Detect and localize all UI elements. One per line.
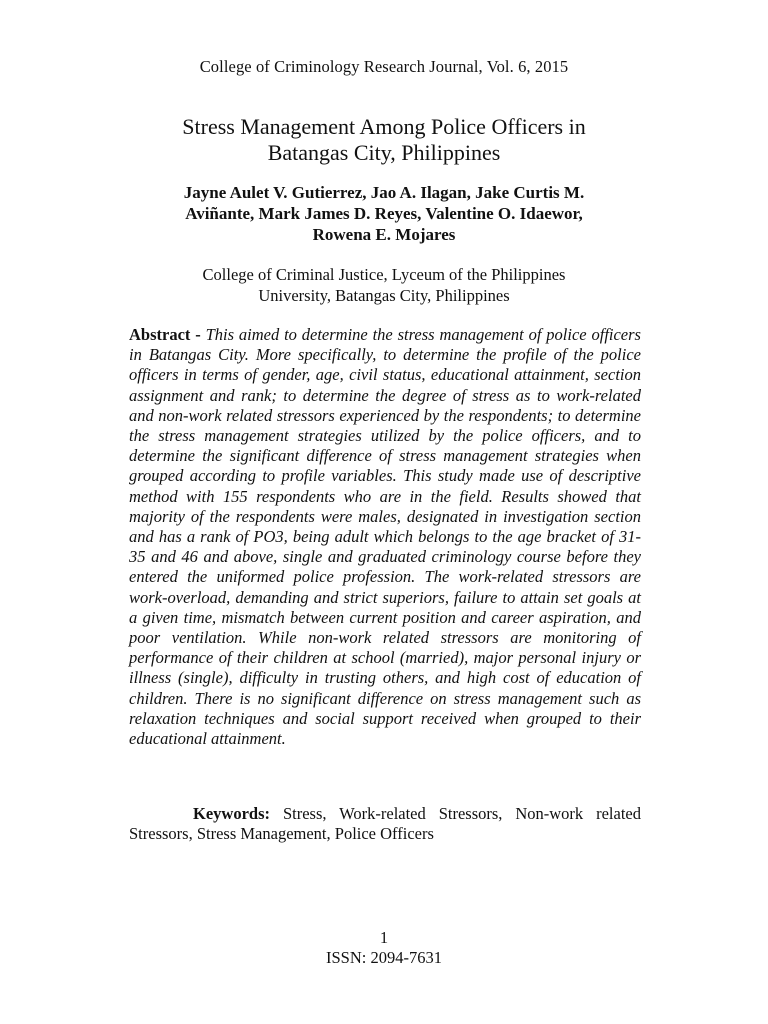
author-line: Aviñante, Mark James D. Reyes, Valentine O. Idaewor, bbox=[185, 204, 583, 223]
title-line: Stress Management Among Police Officers in bbox=[182, 114, 586, 139]
author-list bbox=[110, 182, 658, 245]
abstract-text: This aimed to determine the stress management of police officers in Batangas City. More specifically, to determine the profile of the police officers in terms of gender, age, civil status, educational attainment, section assignment and rank; to determine the degree of stress as to work-related and non-work related stressors experienced by the respondents; to determine the stress management strategies utilized by the police officers, and to determine the significant difference of stress management strategies when grouped according to profile variables. This study made use of descriptive method with 155 respondents who are in the field. Results showed that majority of the respondents were males, designated in investigation section and has a rank of PO3, being adult which belongs to the age bracket of 31-35 and 46 and above, single and graduated criminology course before they entered the uniformed police profession. The work-related stressors are work-overload, demanding and strict superiors, failure to attain set goals at a given time, mismatch between current position and career aspiration, and poor ventilation. While non-work related stressors are monitoring of performance of their children at school (married), major personal injury or illness (single), difficulty in trusting others, and high cost of education of children. There is no significant difference on stress management such as relaxation techniques and social support received when grouped to their educational attainment. bbox=[129, 325, 641, 749]
author-line: Jayne Aulet V. Gutierrez, Jao A. Ilagan, Jake Curtis M. bbox=[183, 183, 585, 202]
keywords-paragraph bbox=[129, 804, 641, 844]
abstract-paragraph bbox=[129, 325, 641, 749]
page-number: 1 bbox=[379, 928, 389, 947]
abstract-label: Abstract - bbox=[129, 325, 206, 344]
article-title bbox=[100, 114, 668, 166]
issn: ISSN: 2094-7631 bbox=[326, 948, 442, 967]
title-line: Batangas City, Philippines bbox=[267, 140, 501, 165]
author-line: Rowena E. Mojares bbox=[312, 225, 456, 244]
affiliation-line: University, Batangas City, Philippines bbox=[258, 286, 510, 305]
keywords-text: Stress, Work-related Stressors, Non-work related Stressors, Stress Management, Police Officers bbox=[129, 804, 641, 844]
journal-header: College of Criminology Research Journal, Vol. 6, 2015 bbox=[199, 57, 569, 76]
keywords-label: Keywords: bbox=[193, 804, 270, 823]
affiliation-line: College of Criminal Justice, Lyceum of the Philippines bbox=[202, 265, 566, 284]
affiliation bbox=[120, 264, 648, 306]
